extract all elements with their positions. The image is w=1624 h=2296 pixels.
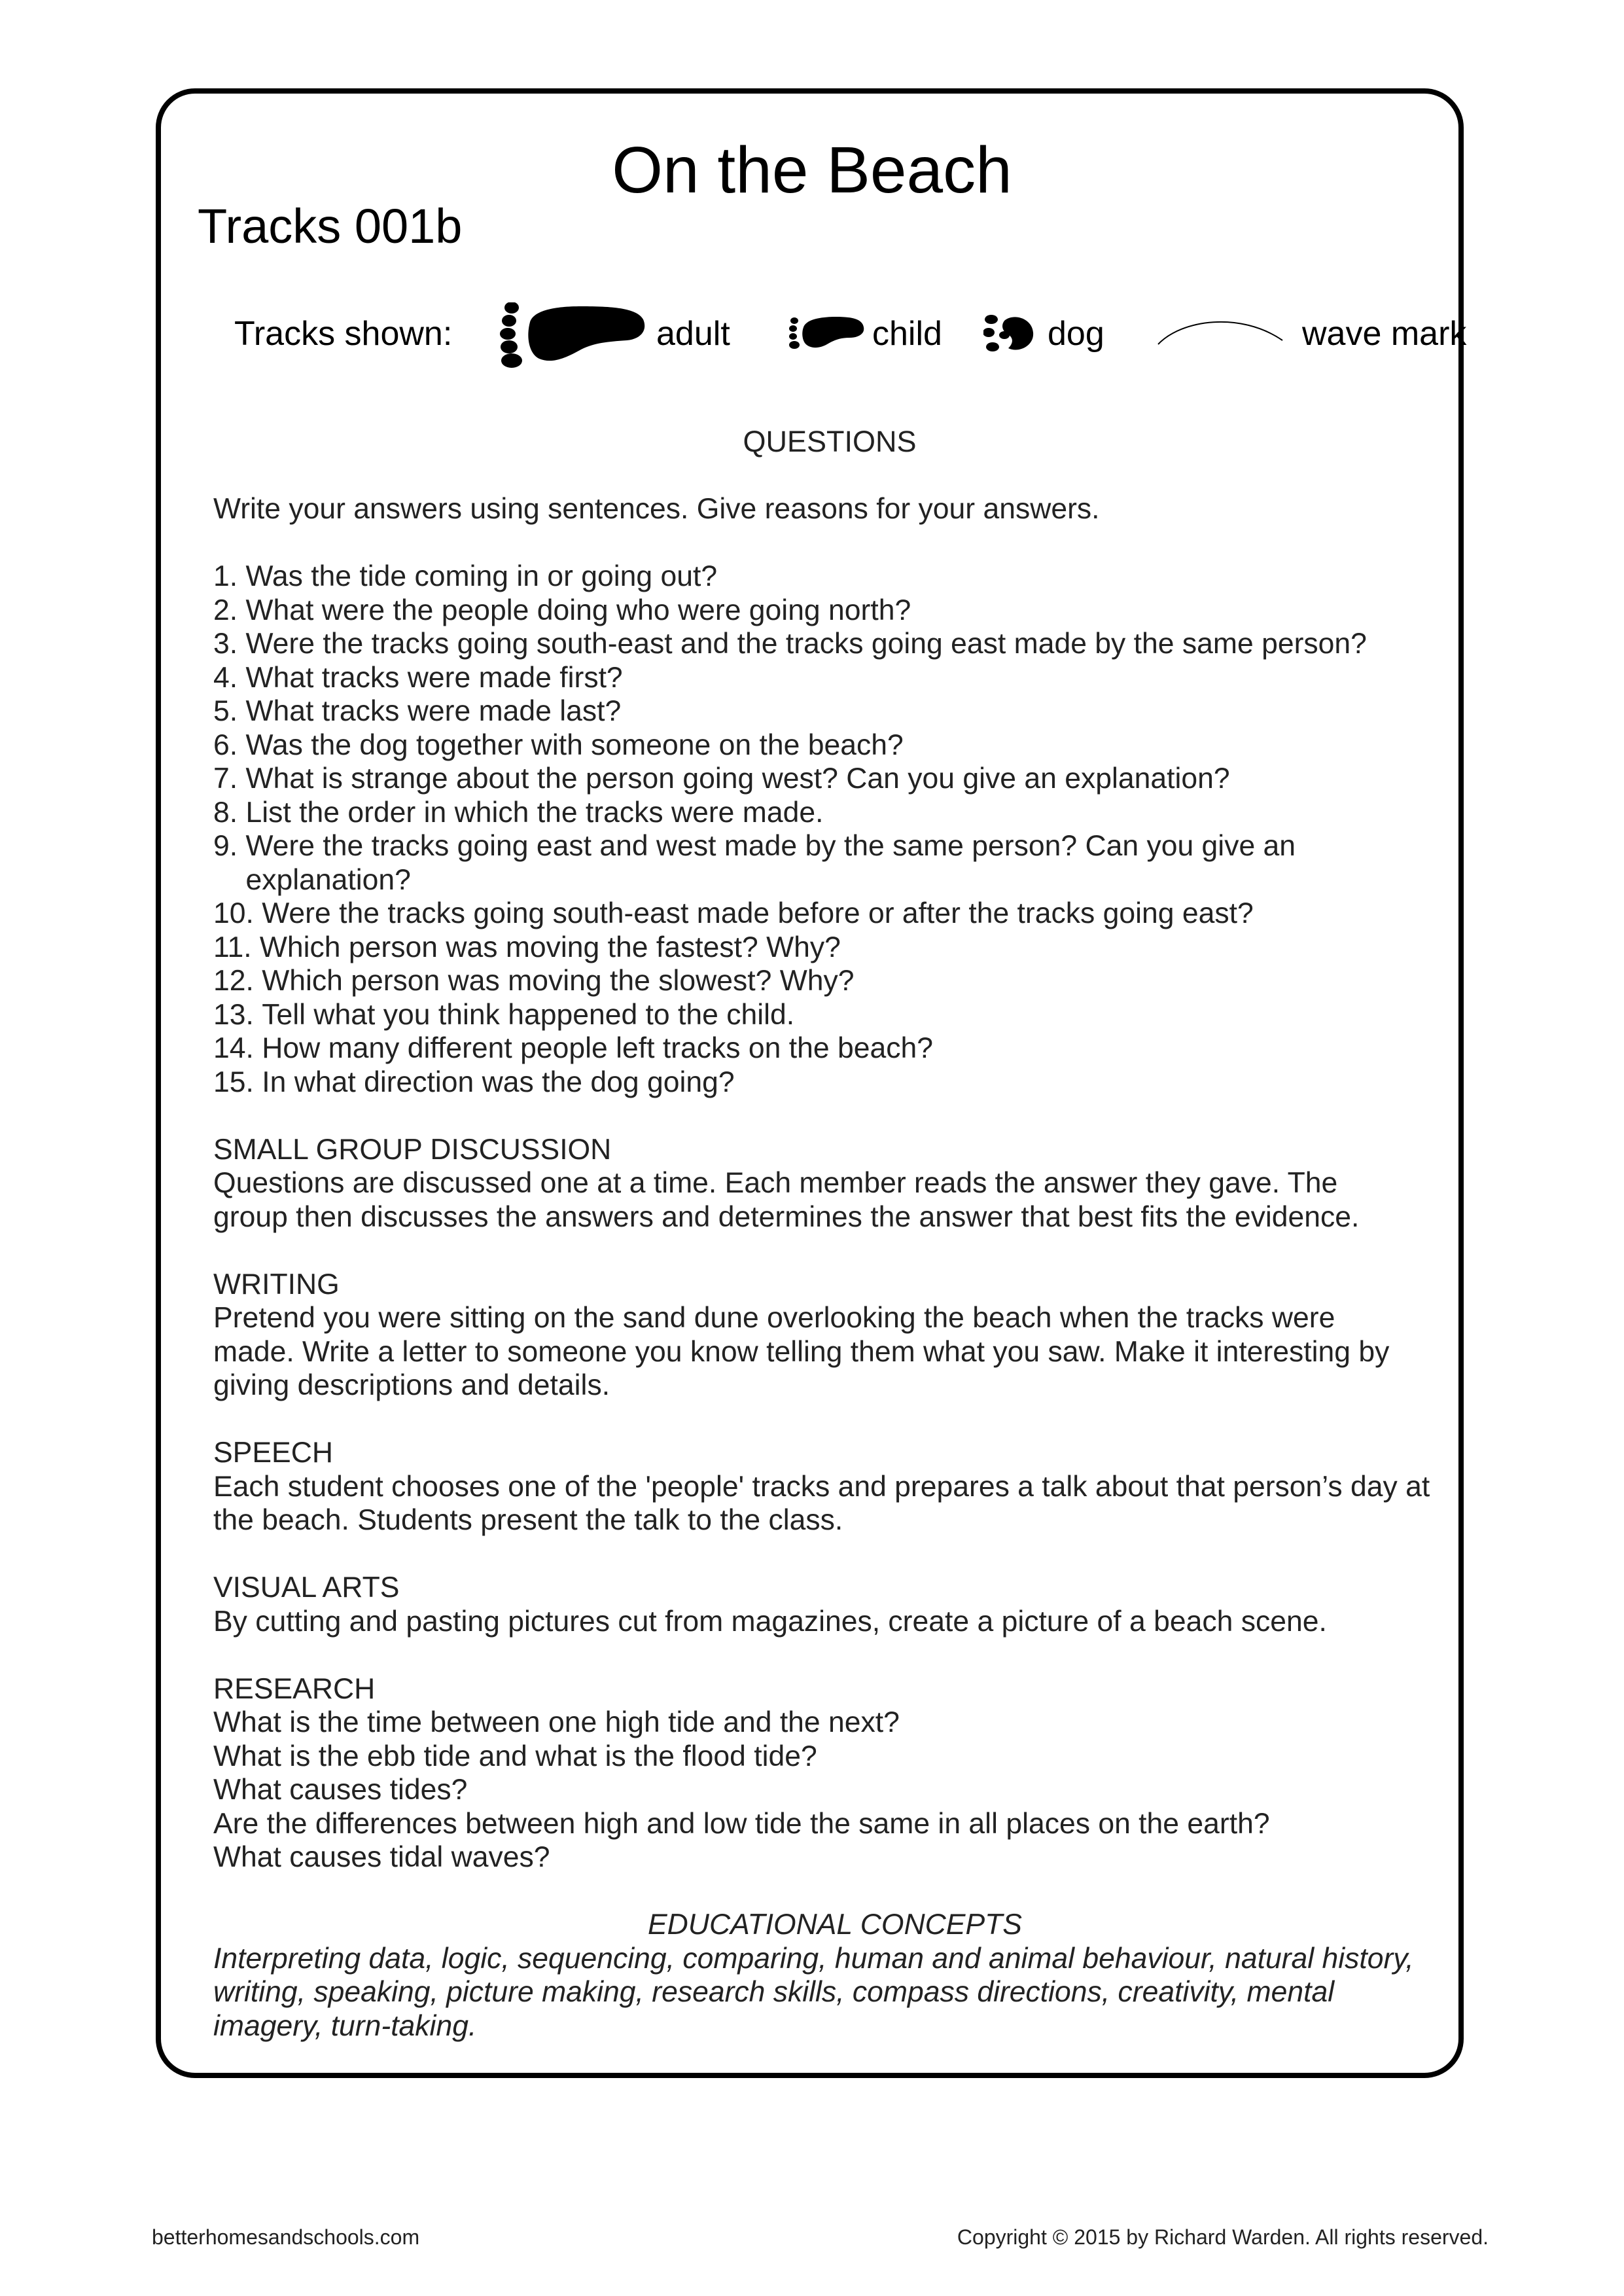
research-question: What is the ebb tide and what is the flood tide? [213, 1740, 817, 1772]
concepts-text: Interpreting data, logic, sequencing, comparing, human and animal behaviour, natural history, writing, speaking, picture making, research skills, compass directions, creativity, mental imagery, turn-taking. [213, 1942, 1414, 2042]
section-heading-writing: WRITING [213, 1268, 340, 1300]
question-item: 13. Tell what you think happened to the child. [213, 998, 795, 1031]
section-text-speech: Each student chooses one of the 'people' tracks and prepares a talk about that person’s day at the beach. Students present the talk to the class. [213, 1470, 1430, 1536]
question-item: 8. List the order in which the tracks were made. [213, 796, 824, 829]
research-question: What is the time between one high tide and the next? [213, 1706, 900, 1738]
dog-paw-icon [983, 313, 1036, 355]
research-question: Are the differences between high and low tide the same in all places on the earth? [213, 1807, 1270, 1840]
questions-list [213, 560, 1456, 1099]
question-item: 3. Were the tracks going south-east and the tracks going east made by the same person? [213, 628, 1367, 660]
child-footprint-icon [789, 315, 868, 355]
legend-wave-label: wave mark [1302, 315, 1467, 353]
section-text-discussion: Questions are discussed one at a time. Each member reads the answer they gave. The group then discusses the answers and determines the answer that best fits the evidence. [213, 1167, 1360, 1233]
question-item: 11. Which person was moving the fastest? Why? [213, 931, 841, 963]
questions-heading: QUESTIONS [743, 425, 917, 458]
section-heading-discussion: SMALL GROUP DISCUSSION [213, 1133, 612, 1166]
question-item: 10. Were the tracks going south-east made before or after the tracks going east? [213, 897, 1254, 929]
section-heading-research: RESEARCH [213, 1672, 376, 1705]
question-item: 6. Was the dog together with someone on the beach? [213, 728, 904, 761]
worksheet-content [213, 492, 1456, 2043]
question-item: 2. What were the people doing who were going north? [213, 594, 911, 626]
question-item: 7. What is strange about the person going west? Can you give an explanation? [213, 762, 1230, 795]
research-question: What causes tides? [213, 1774, 468, 1806]
footer-website: betterhomesandschools.com [152, 2225, 420, 2249]
legend-adult-label: adult [656, 315, 730, 353]
research-question: What causes tidal waves? [213, 1841, 550, 1873]
section-heading-speech: SPEECH [213, 1437, 333, 1469]
questions-intro: Write your answers using sentences. Give reasons for your answers. [213, 493, 1100, 525]
concepts-heading: EDUCATIONAL CONCEPTS [647, 1909, 1022, 1941]
adult-footprint-icon [496, 302, 653, 368]
legend-label: Tracks shown: [234, 315, 453, 353]
question-item: 4. What tracks were made first? [213, 661, 623, 694]
page-title: On the Beach [612, 134, 1012, 207]
question-item: 5. What tracks were made last? [213, 695, 622, 727]
question-item: 9. Were the tracks going east and west made by the same person? Can you give an explanation? [213, 830, 1296, 896]
section-text-visual-arts: By cutting and pasting pictures cut from magazines, create a picture of a beach scene. [213, 1605, 1327, 1638]
question-item: 12. Which person was moving the slowest? Why? [213, 965, 855, 997]
legend-child-label: child [872, 315, 942, 353]
section-heading-visual-arts: VISUAL ARTS [213, 1571, 400, 1604]
legend-dog-label: dog [1048, 315, 1104, 353]
question-item: 14. How many different people left tracks on the beach? [213, 1032, 933, 1064]
section-text-writing: Pretend you were sitting on the sand dune overlooking the beach when the tracks were made. Write a letter to someone you know telling them what you saw. Make it interesting by giving descriptions and details. [213, 1302, 1390, 1401]
question-item: 15. In what direction was the dog going? [213, 1066, 735, 1098]
footer-copyright: Copyright © 2015 by Richard Warden. All rights reserved. [957, 2225, 1489, 2249]
page-subtitle: Tracks 001b [198, 199, 463, 253]
wave-mark-icon [1156, 314, 1286, 347]
question-item: 1. Was the tide coming in or going out? [213, 560, 718, 592]
tracks-legend [234, 308, 1467, 373]
